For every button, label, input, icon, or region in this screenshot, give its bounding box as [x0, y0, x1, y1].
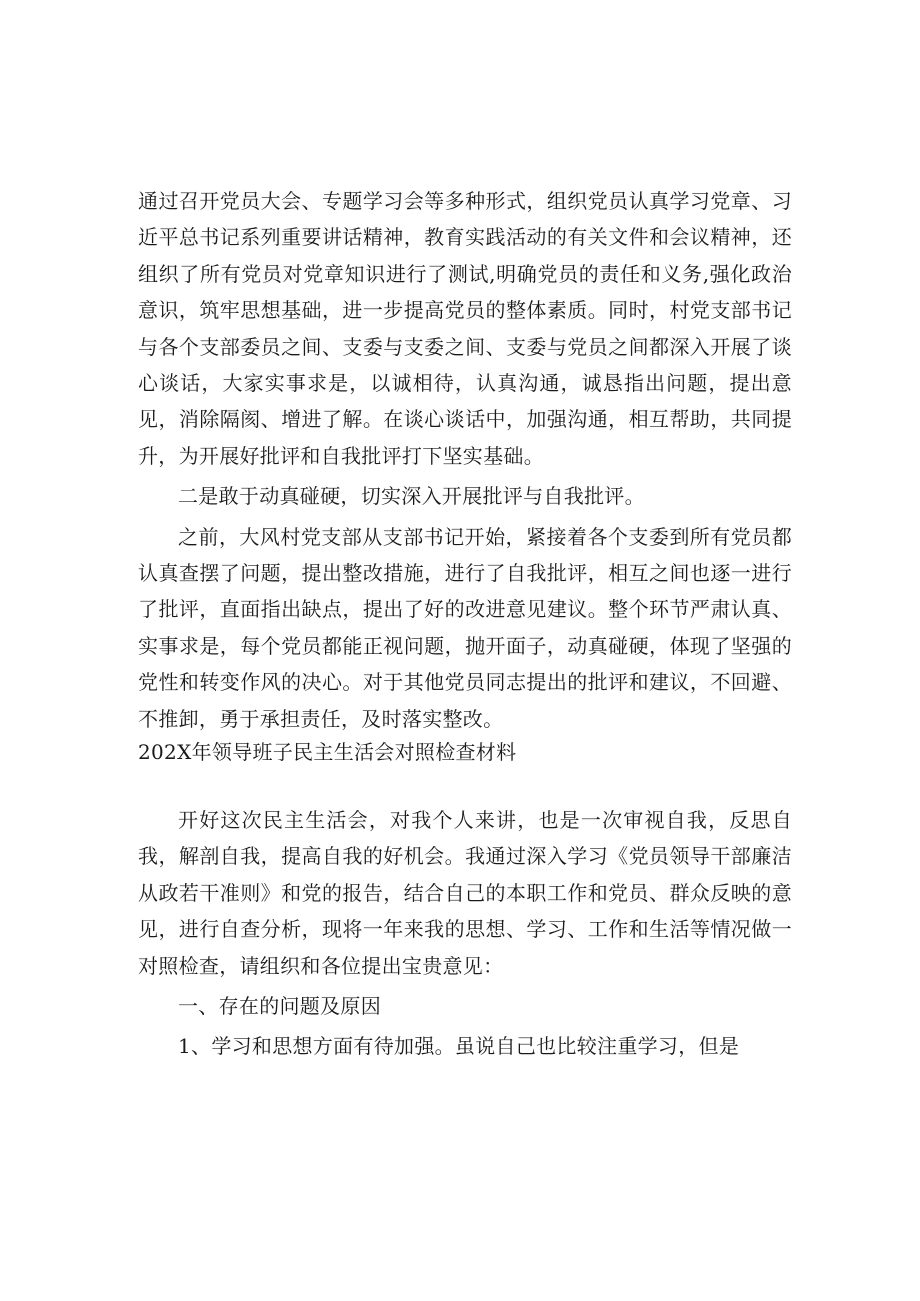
heading-problems: 一、存在的问题及原因	[178, 994, 381, 1019]
paragraph-criticism: 之前，大风村党支部从支部书记开始，紧接着各个支委到所有党员都认真查摆了问题，提出整改措施，进行了自我批评，相互之间也逐一进行了批评，直面指出缺点，提出了好的改进意见建议。整个环节严肃认真、实事求是，每个党员都能正视问题，抛开面子，动真碰硬，体现了坚强的党性和转变作风的决心。对于其他党员同志提出的批评和建议，不回避、不推卸，勇于承担责任，及时落实整改。	[138, 524, 792, 731]
paragraph-study-activities: 通过召开党员大会、专题学习会等多种形式，组织党员认真学习党章、习近平总书记系列重要讲话精神，教育实践活动的有关文件和会议精神，还组织了所有党员对党章知识进行了测试,明确党员的责任和义务,强化政治意识，筑牢思想基础，进一步提高党员的整体素质。同时，村党支部书记与各个支部委员之间、支委与支委之间、支委与党员之间都深入开展了谈心谈话，大家实事求是，以诚相待，认真沟通，诚恳指出问题，提出意见，消除隔阂、增进了解。在谈心谈话中，加强沟通，相互帮助，共同提升，为开展好批评和自我批评打下坚实基础。	[138, 189, 792, 468]
paragraph-point-two: 二是敢于动真碰硬，切实深入开展批评与自我批评。	[178, 484, 645, 509]
section-two	[138, 802, 792, 1065]
paragraph-intro: 开好这次民主生活会，对我个人来讲，也是一次审视自我，反思自我，解剖自我，提高自我的好机会。我通过深入学习《党员领导干部廉洁从政若干准则》和党的报告，结合自己的本职工作和党员、群众反映的意见，进行自查分析，现将一年来我的思想、学习、工作和生活等情况做一对照检查，请组织和各位提出宝贵意见：	[138, 808, 792, 978]
section-one	[138, 183, 792, 737]
document-title: 202X年领导班子民主生活会对照检查材料	[138, 740, 517, 764]
document-title-block	[138, 734, 792, 770]
list-item-1: 1、学习和思想方面有待加强。虽说自己也比较注重学习，但是	[178, 1034, 740, 1059]
